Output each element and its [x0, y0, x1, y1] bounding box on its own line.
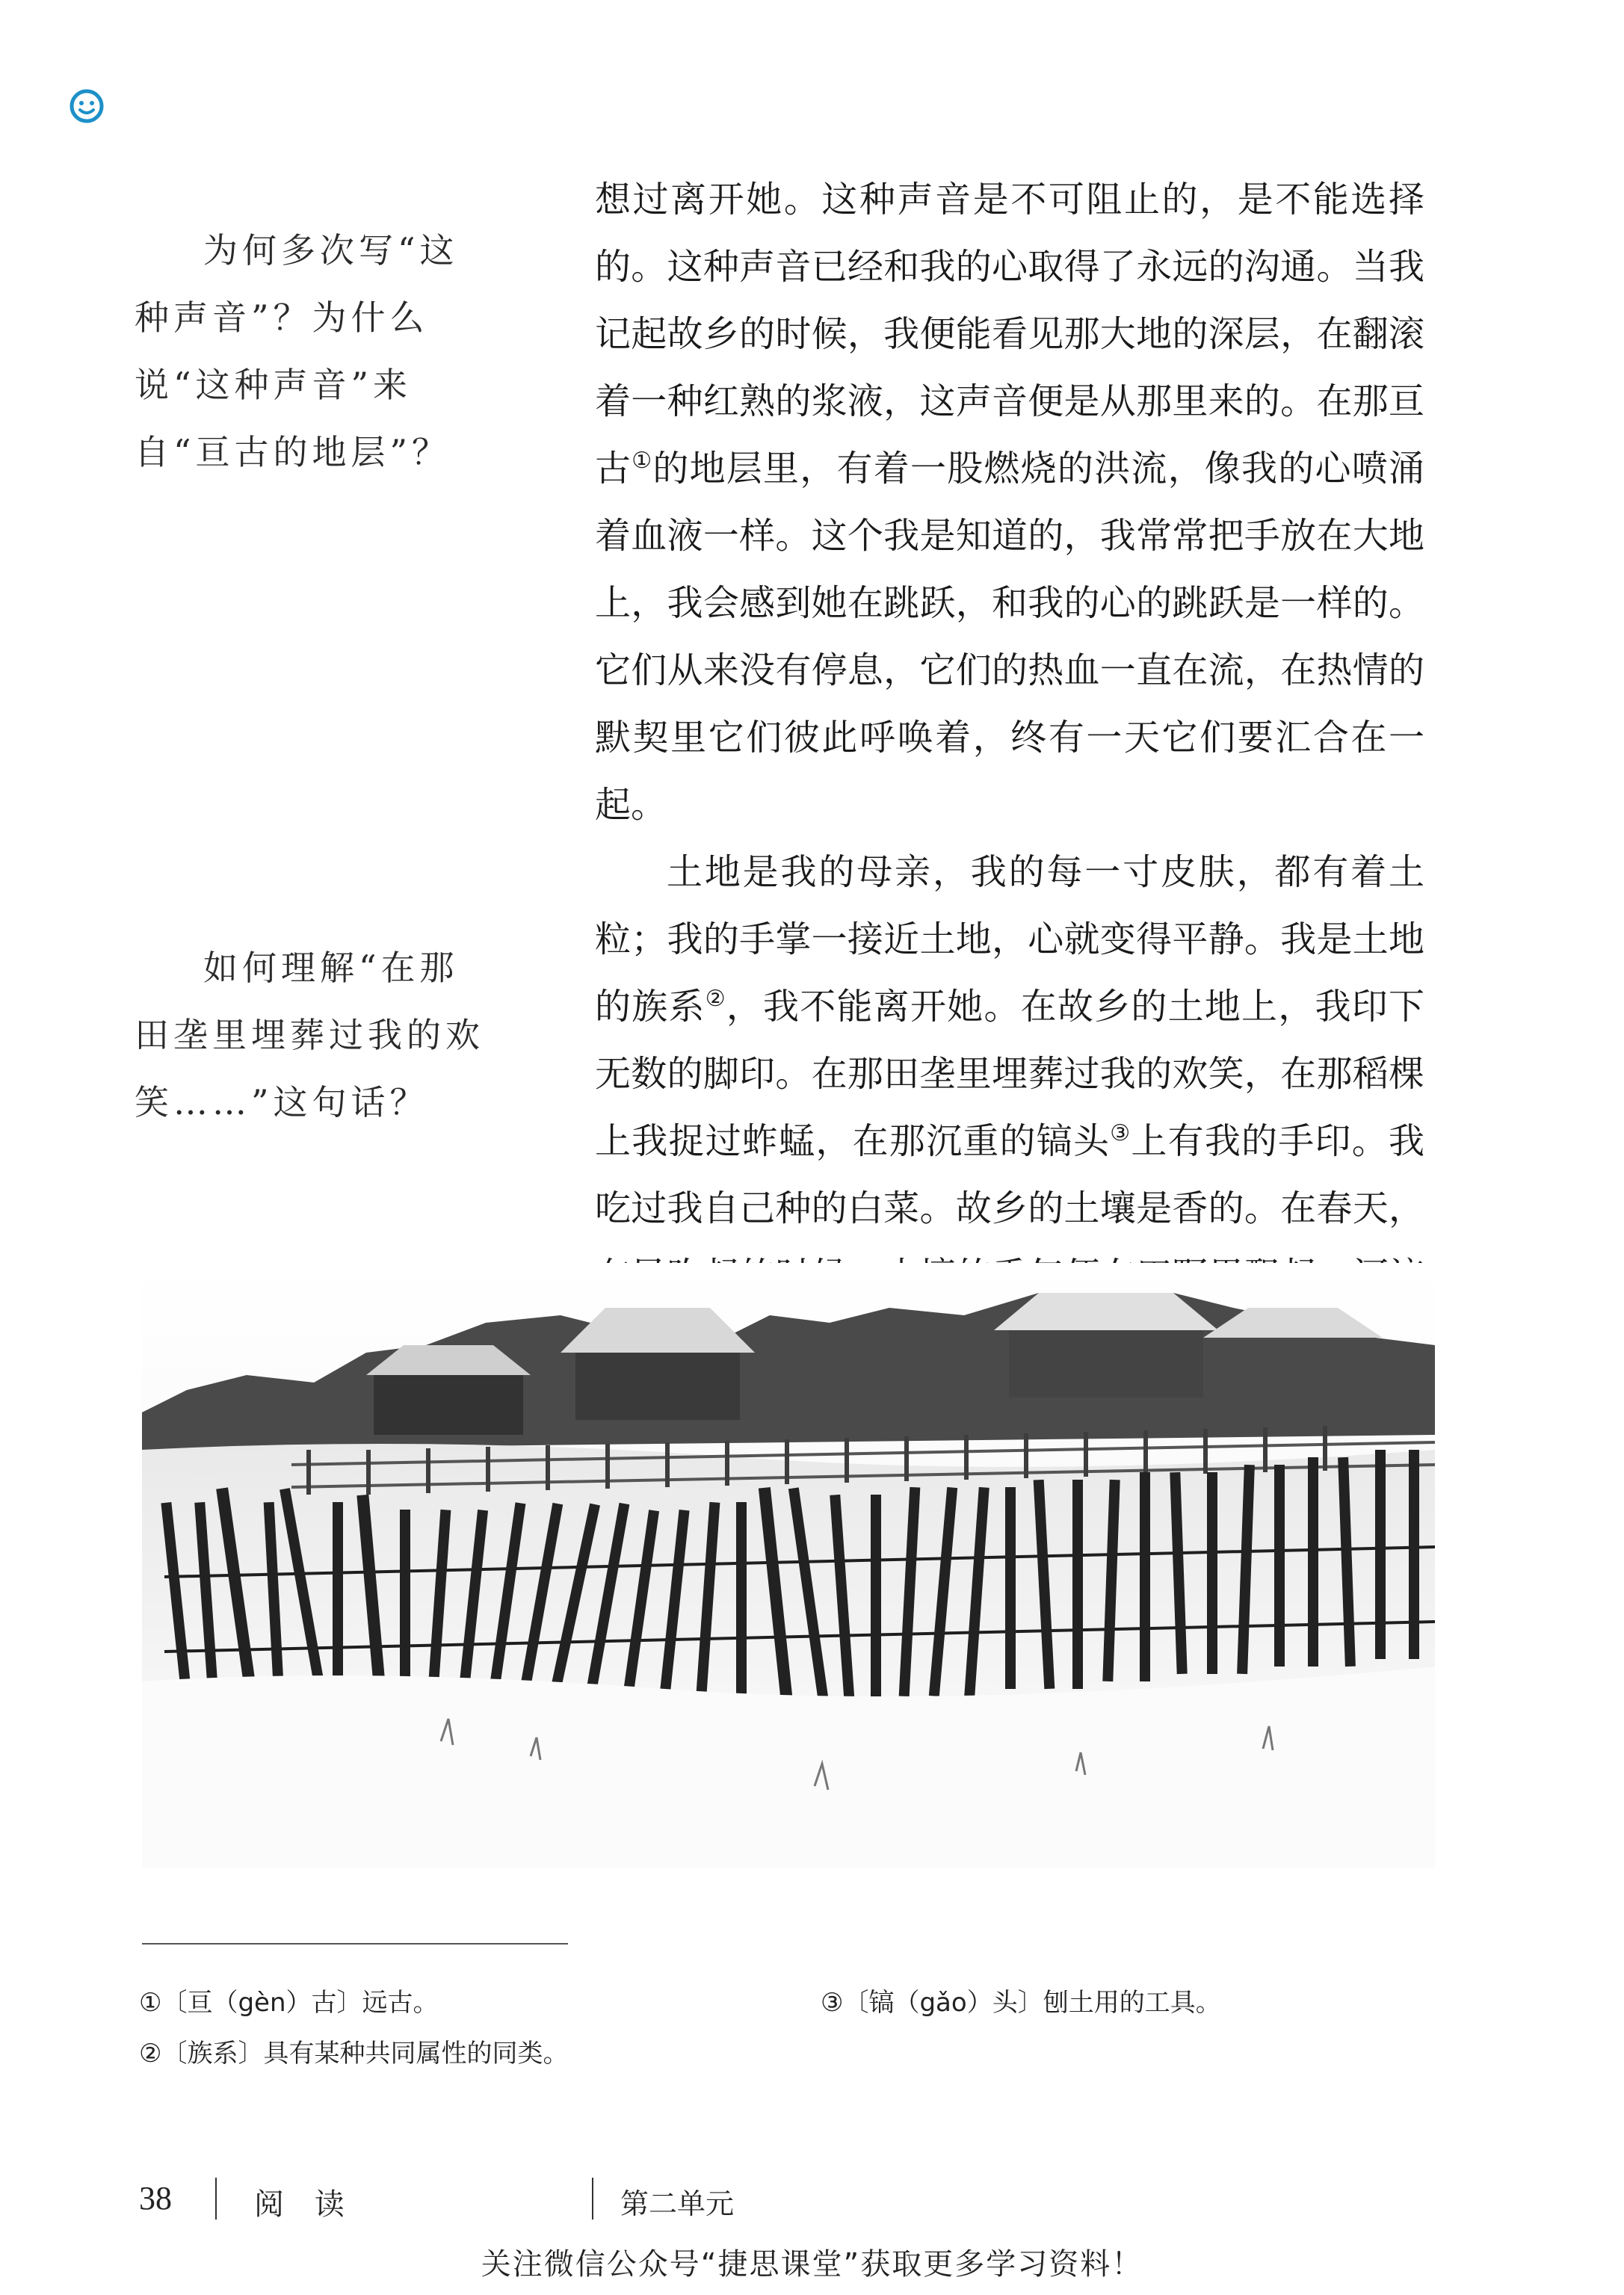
- footnote-2: ②〔族系〕具有某种共同属性的同类。: [139, 2039, 569, 2069]
- page-number: 38: [139, 2180, 172, 2217]
- footnote-marker-2: ②: [705, 986, 726, 1012]
- paragraph-1: [595, 166, 1424, 838]
- paragraph-2-part-a: 土地是我的母亲，我的每一寸皮肤，都有着土粒；我的手掌一接近土地，心就变得平静。我是土地的族系: [595, 851, 1424, 1028]
- snowy-village-fence-photo: [142, 1263, 1435, 1868]
- section-label: 阅 读: [254, 2187, 355, 2222]
- footer-divider-2: [592, 2178, 593, 2220]
- margin-question-1: [135, 217, 493, 486]
- footer-divider-1: [215, 2178, 217, 2220]
- main-text: [595, 166, 1424, 1377]
- footnote-marker-1: ①: [632, 448, 653, 474]
- footnote-3: ③〔镐（gǎo）头〕刨土用的工具。: [821, 1988, 1221, 2018]
- footnote-marker-3: ③: [1110, 1120, 1131, 1146]
- unit-label: 第二单元: [620, 2187, 735, 2220]
- paragraph-2-part-b: ，我不能离开她。在故乡的土地上，我印下无数的脚印。在那田垄里埋葬过我的欢笑，在那稻棵上我捉过蚱蜢，在那沉重的镐头: [595, 986, 1424, 1162]
- footnote-divider: [142, 1943, 568, 1945]
- smiley-icon: [69, 88, 105, 124]
- margin-question-1-text: 为何多次写“这种声音”？为什么说“这种声音”来自“亘古的地层”？: [135, 230, 459, 472]
- footnote-1: ①〔亘（gèn）古〕远古。: [139, 1988, 439, 2018]
- paragraph-1-part-b: 的地层里，有着一股燃烧的洪流，像我的心喷涌着血液一样。这个我是知道的，我常常把手放在大地上，我会感到她在跳跃，和我的心的跳跃是一样的。它们从来没有停息，它们的热血一直在流，在热情的默契里它们彼此呼唤着，终有一天它们要汇合在一起。: [595, 448, 1424, 826]
- promo-text: 关注微信公众号“捷思课堂”获取更多学习资料！: [481, 2247, 1143, 2282]
- paragraph-2-part-c: 上有我的手印。我吃过我自己种的白菜。故乡的土壤是香的。在春天，: [595, 1120, 1424, 1229]
- margin-question-2-text: 如何理解“在那田垄里埋葬过我的欢笑……”这句话？: [135, 948, 484, 1122]
- paragraph-1-part-a: 想过离开她。这种声音是不可阻止的，是不能选择的。这种声音已经和我的心取得了永远的沟通。当我记起故乡的时候，我便能看见那大地的深层，在翻滚着一种红熟的浆液，这声音便是从那里来的。在那亘古: [595, 179, 1424, 489]
- margin-question-2: [135, 934, 493, 1136]
